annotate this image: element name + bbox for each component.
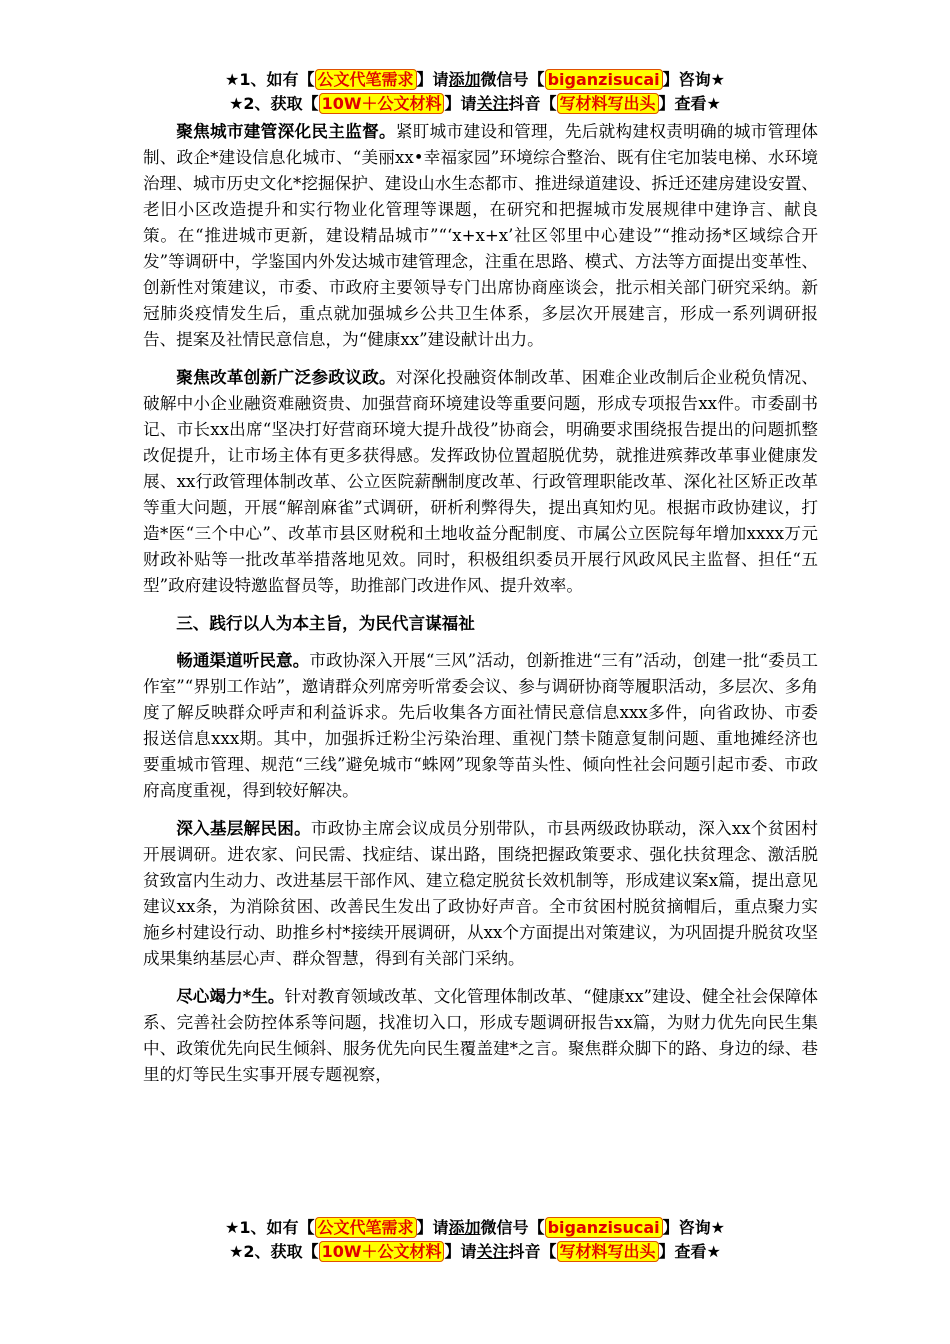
banner-text: ★1、如有【 xyxy=(225,1218,315,1237)
paragraph-lead: 聚焦城市建管深化民主监督。 xyxy=(176,121,396,141)
banner-highlight: biganzisucai xyxy=(545,69,663,90)
paragraph-lead: 畅通渠道听民意。 xyxy=(176,650,310,670)
banner-highlight: 公文代笔需求 xyxy=(315,69,417,90)
paragraph-lead: 聚焦改革创新广泛参政议政。 xyxy=(176,367,396,387)
banner-underlined: 关注 xyxy=(476,94,509,113)
banner-text: 微信号【 xyxy=(480,1218,545,1237)
paragraph-text: 对深化投融资体制改革、困难企业改制后企业税负情况、破解中小企业融资难融资贵、加强营商环境建设等重要问题，形成专项报告xx件。市委副书记、市长xx出席“坚决打好营商环境大提升战役”协商会，明确要求围绕报告提出的问题抓整改促提升，让市场主体有更多获得感。发挥政协位置超脱优势，就推进殡葬改革事业健康发展、xx行政管理体制改革、公立医院薪酬制度改革、行政管理职能改革、深化社区矫正改革等重大问题，开展“解剖麻雀”式调研，研析利弊得失，提出真知灼见。根据市政协建议，打造*医“三个中心”、改革市县区财税和土地收益分配制度、市属公立医院每年增加xxxx万元财政补贴等一批改革举措落地见效。同时，积极组织委员开展行风政风民主监督、担任“五型”政府建设特邀监督员等，助推部门改进作风、提升效率。 xyxy=(143,368,818,595)
paragraph-text: 市政协深入开展“三风”活动，创新推进“三有”活动，创建一批“委员工作室”“界别工作站”，邀请群众列席旁听常委会议、参与调研协商等履职活动，多层次、多角度了解反映群众呼声和利益诉求。先后收集各方面社情民意信息xxx多件，向省政协、市委报送信息xxx期。其中，加强拆迁粉尘污染治理、重视门禁卡随意复制问题、重地摊经济也要重城市管理、规范“三线”避免城市“蛛网”现象等苗头性、倾向性社会问题引起市委、市政府高度重视，得到较好解决。 xyxy=(143,651,818,800)
document-body xyxy=(143,118,818,1099)
banner-line-1 xyxy=(120,68,830,92)
banner-text: 】请 xyxy=(444,94,477,113)
banner-text: 】请 xyxy=(416,70,449,89)
paragraph-lead: 尽心竭力*生。 xyxy=(176,986,285,1006)
banner-line-2 xyxy=(120,92,830,116)
banner-highlight: 写材料写出头 xyxy=(557,93,659,114)
banner-text: ★1、如有【 xyxy=(225,70,315,89)
banner-text: 抖音【 xyxy=(508,94,557,113)
paragraph xyxy=(143,118,818,353)
banner-underlined: 添加 xyxy=(448,1218,481,1237)
banner-highlight: 写材料写出头 xyxy=(557,1241,659,1262)
banner-highlight: 公文代笔需求 xyxy=(315,1217,417,1238)
banner-text: 】咨询★ xyxy=(662,1218,725,1237)
banner-highlight: 10W＋公文材料 xyxy=(319,93,445,114)
paragraph xyxy=(143,647,818,804)
top-banner xyxy=(120,68,830,116)
banner-text: ★2、获取【 xyxy=(229,94,319,113)
paragraph-text: 针对教育领域改革、文化管理体制改革、“健康xx”建设、健全社会保障体系、完善社会防控体系等问题，找准切入口，形成专题调研报告xx篇，为财力优先向民生集中、政策优先向民生倾斜、服务优先向民生覆盖建*之言。聚焦群众脚下的路、身边的绿、巷里的灯等民生实事开展专题视察， xyxy=(143,987,818,1084)
banner-text: 抖音【 xyxy=(508,1242,557,1261)
banner-underlined: 添加 xyxy=(448,70,481,89)
paragraph xyxy=(143,364,818,599)
banner-text: 】查看★ xyxy=(658,1242,721,1261)
banner-line-1 xyxy=(120,1216,830,1240)
paragraph-lead: 深入基层解民困。 xyxy=(176,818,311,838)
banner-text: 】查看★ xyxy=(658,94,721,113)
paragraph-text: 市政协主席会议成员分别带队，市县两级政协联动，深入xx个贫困村开展调研。进农家、问民需、找症结、谋出路，围绕把握政策要求、强化扶贫理念、激活脱贫致富内生动力、改进基层干部作风、建立稳定脱贫长效机制等，形成建议案x篇，提出意见建议xx条，为消除贫困、改善民生发出了政协好声音。全市贫困村脱贫摘帽后，重点聚力实施乡村建设行动、助推乡村*接续开展调研，从xx个方面提出对策建议，为巩固提升脱贫攻坚成果集纳基层心声、群众智慧，得到有关部门采纳。 xyxy=(143,819,819,968)
bottom-banner xyxy=(120,1216,830,1264)
banner-text: 】咨询★ xyxy=(662,70,725,89)
paragraph xyxy=(143,815,818,972)
banner-line-2 xyxy=(120,1240,830,1264)
banner-text: 微信号【 xyxy=(480,70,545,89)
paragraph xyxy=(143,983,818,1088)
paragraph-text: 紧盯城市建设和管理，先后就构建权责明确的城市管理体制、政企*建设信息化城市、“美丽xx•幸福家园”环境综合整治、既有住宅加装电梯、水环境治理、城市历史文化*挖掘保护、建设山水生态都市、推进绿道建设、拆迁还建房建设安置、老旧小区改造提升和实行物业化管理等课题，在研究和把握城市发展规律中建诤言、献良策。在“推进城市更新，建设精品城市”“‘x+x+x’社区邻里中心建设”“推动扬*区域综合开发”等调研中，学鉴国内外发达城市建管理念，注重在思路、模式、方法等方面提出变革性、创新性对策建议，市委、市政府主要领导专门出席协商座谈会，批示相关部门研究采纳。新冠肺炎疫情发生后，重点就加强城乡公共卫生体系，多层次开展建言，形成一系列调研报告、提案及社情民意信息，为“健康xx”建设献计出力。 xyxy=(143,122,818,349)
banner-text: ★2、获取【 xyxy=(229,1242,319,1261)
banner-highlight: 10W＋公文材料 xyxy=(319,1241,445,1262)
banner-highlight: biganzisucai xyxy=(545,1217,663,1238)
section-heading: 三、践行以人为本主旨，为民代言谋福祉 xyxy=(176,613,475,633)
banner-text: 】请 xyxy=(416,1218,449,1237)
banner-text: 】请 xyxy=(444,1242,477,1261)
banner-underlined: 关注 xyxy=(476,1242,509,1261)
